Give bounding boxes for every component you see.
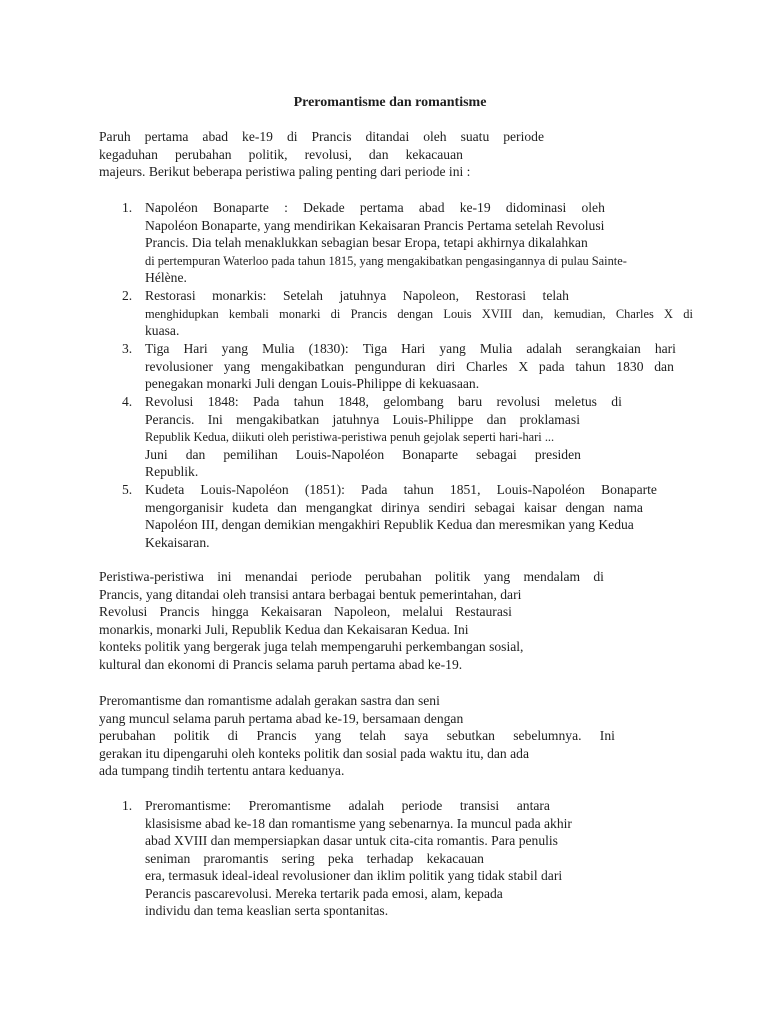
intro-paragraph-line: Paruh pertama abad ke-19 di Prancis ditandai oleh suatu periode xyxy=(99,129,544,144)
event-item-line: kuasa. xyxy=(145,323,180,338)
event-item-number: 4. xyxy=(122,394,133,409)
event-item-line: Napoléon Bonaparte : Dekade pertama abad ke-19 didominasi oleh xyxy=(145,200,605,215)
movement-item-line: era, termasuk ideal-ideal revolusioner dan iklim politik yang tidak stabil dari xyxy=(145,868,563,883)
movements-intro-paragraph-line: gerakan itu dipengaruhi oleh konteks politik dan sosial pada waktu itu, dan ada xyxy=(99,745,529,761)
movement-item-line: klasisisme abad ke-18 dan romantisme yang sebenarnya. Ia muncul pada akhir xyxy=(145,815,572,831)
movement-item-line: Perancis pascarevolusi. Mereka tertarik pada emosi, alam, kepada xyxy=(145,885,503,901)
movements-intro-paragraph-line: perubahan politik di Prancis yang telah saya sebutkan sebelumnya. Ini xyxy=(99,728,615,743)
event-item-number: 5. xyxy=(122,482,133,497)
movement-item-line: Preromantisme: Preromantisme adalah periode transisi antara xyxy=(145,798,550,813)
event-item-line: Revolusi 1848: Pada tahun 1848, gelombang baru revolusi meletus di xyxy=(145,394,622,409)
event-item-line: Napoléon Bonaparte, yang mendirikan Kekaisaran Prancis Pertama setelah Revolusi xyxy=(145,217,605,233)
event-item-line: penegakan monarki Juli dengan Louis-Philippe di kekuasaan. xyxy=(145,376,480,391)
event-item-line: Napoléon III, dengan demikian mengakhiri Republik Kedua dan meresmikan yang Kedua xyxy=(145,517,634,532)
event-item-line: menghidupkan kembali monarki di Prancis dengan Louis XVIII dan, kemudian, Charles X di xyxy=(145,306,693,321)
event-item-line: Hélène. xyxy=(145,270,187,285)
event-item-number: 3. xyxy=(122,341,133,356)
intro-paragraph-line: kegaduhan perubahan politik, revolusi, dan kekacauan xyxy=(99,146,463,162)
movement-item-line: seniman praromantis sering peka terhadap kekacauan xyxy=(145,850,484,866)
event-item-line: Kudeta Louis-Napoléon (1851): Pada tahun 1851, Louis-Napoléon Bonaparte xyxy=(145,482,657,497)
movement-item-line: abad XVIII dan mempersiapkan dasar untuk cita-cita romantis. Para penulis xyxy=(145,833,558,848)
event-item-number: 2. xyxy=(122,288,133,303)
summary-paragraph-line: Peristiwa-peristiwa ini menandai periode perubahan politik yang mendalam di xyxy=(99,569,604,584)
movements-intro-paragraph-line: yang muncul selama paruh pertama abad ke-19, bersamaan dengan xyxy=(99,710,464,726)
event-item-line: Tiga Hari yang Mulia (1830): Tiga Hari yang Mulia adalah serangkaian hari xyxy=(145,341,676,356)
event-item-line: revolusioner yang mengakibatkan pengunduran diri Charles X pada tahun 1830 dan xyxy=(145,358,674,374)
event-item-line: Kekaisaran. xyxy=(145,534,210,550)
event-item-line: Republik. xyxy=(145,464,199,479)
event-item-line: Perancis. Ini mengakibatkan jatuhnya Louis-Philippe dan proklamasi xyxy=(145,411,580,427)
event-item-number: 1. xyxy=(122,200,133,215)
summary-paragraph-line: Prancis, yang ditandai oleh transisi antara berbagai bentuk pemerintahan, dari xyxy=(99,586,522,602)
summary-paragraph-line: kultural dan ekonomi di Prancis selama paruh pertama abad ke-19. xyxy=(99,656,463,672)
movements-intro-paragraph-line: ada tumpang tindih tertentu antara keduanya. xyxy=(99,763,345,778)
summary-paragraph-line: monarkis, monarki Juli, Republik Kedua dan Kekaisaran Kedua. Ini xyxy=(99,621,469,637)
event-item-line: Prancis. Dia telah menaklukkan sebagian besar Eropa, tetapi akhirnya dikalahkan xyxy=(145,235,588,250)
event-item-line: mengorganisir kudeta dan mengangkat dirinya sendiri sebagai kaisar dengan nama xyxy=(145,499,643,515)
movements-intro-paragraph-line: Preromantisme dan romantisme adalah gerakan sastra dan seni xyxy=(99,693,440,708)
event-item-line: Republik Kedua, diikuti oleh peristiwa-peristiwa penuh gejolak seperti hari-hari ... xyxy=(145,430,555,444)
event-item-line: Restorasi monarkis: Setelah jatuhnya Napoleon, Restorasi telah xyxy=(145,288,569,303)
movement-item-number: 1. xyxy=(122,798,133,813)
summary-paragraph-line: konteks politik yang bergerak juga telah mempengaruhi perkembangan sosial, xyxy=(99,639,524,654)
event-item-line: di pertempuran Waterloo pada tahun 1815, yang mengakibatkan pengasingannya di pulau Sainte- xyxy=(145,253,627,268)
page-title: Preromantisme dan romantisme xyxy=(293,95,487,110)
event-item-line: Juni dan pemilihan Louis-Napoléon Bonaparte sebagai presiden xyxy=(145,446,581,462)
intro-paragraph-line: majeurs. Berikut beberapa peristiwa paling penting dari periode ini : xyxy=(99,164,471,179)
movement-item-line: individu dan tema keaslian serta spontanitas. xyxy=(145,903,389,918)
summary-paragraph-line: Revolusi Prancis hingga Kekaisaran Napoleon, melalui Restaurasi xyxy=(99,604,512,619)
